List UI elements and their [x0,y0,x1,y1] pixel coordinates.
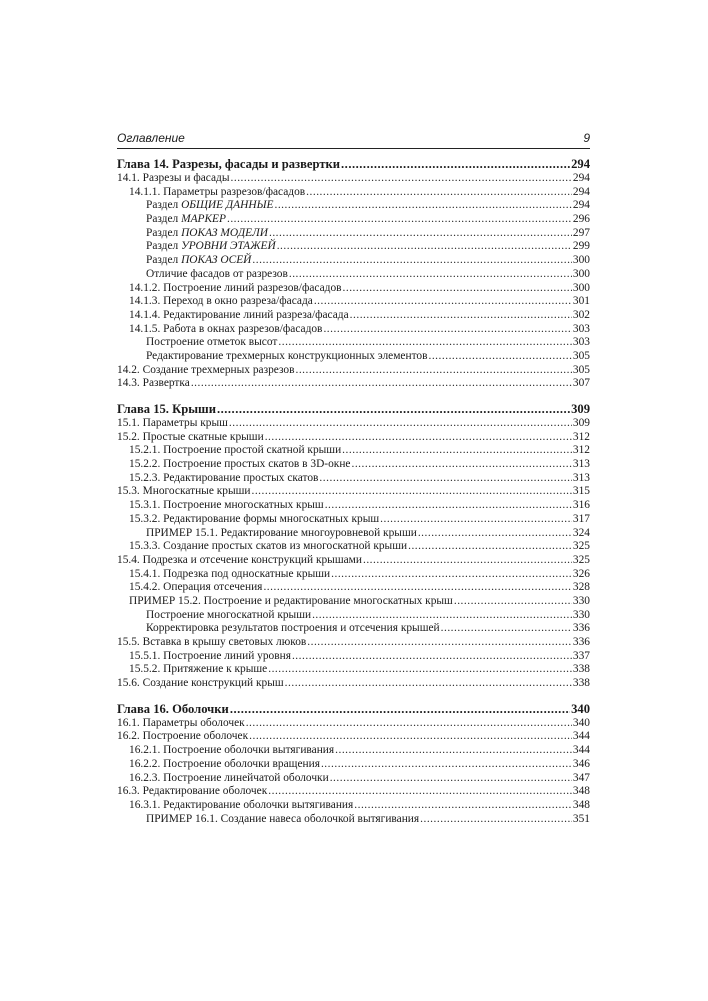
toc-entry-page: 294 [572,172,590,184]
toc-entry-title [117,417,228,431]
toc-chapter-entry [117,701,590,717]
toc-entry-text: Корректировка результатов построения и отсечения крышей [146,622,440,635]
toc-entry-title [146,622,440,636]
dot-leader [278,336,572,350]
toc-entry [117,663,590,677]
dot-leader [274,199,571,213]
toc-entry-page: 294 [572,199,590,212]
toc-entry [117,772,590,786]
toc-entry-title [146,240,276,254]
toc-entry-page: 312 [572,444,590,457]
toc-entry-page: 328 [572,581,590,594]
dot-leader [268,663,572,677]
toc-entry-title [146,268,288,282]
dot-leader [306,186,572,200]
toc-entry [117,581,590,595]
toc-chapter-entry [117,156,590,172]
toc-entry-page: 309 [571,402,590,416]
toc-entry [117,813,590,827]
toc-entry [117,527,590,541]
toc-entry-title [129,758,320,772]
toc-entry-page: 346 [572,757,590,770]
toc-entry-page: 344 [572,730,590,743]
toc-entry [117,799,590,813]
dot-leader [341,156,570,172]
toc-entry [117,350,590,364]
toc-entry-title [117,485,250,499]
toc-entry-text: 16.3.1. Редактирование оболочки вытягивания [129,798,354,811]
toc-entry-page: 305 [572,363,590,376]
toc-entry [117,499,590,513]
dot-leader [246,717,572,731]
toc-entry-italic-text: ПОКАЗ МОДЕЛИ [181,226,268,239]
toc-entry-text: 15.3.3. Создание простых скатов из многоскатной крыши [129,540,408,553]
toc-entry-title [146,336,277,350]
header-page-number: 9 [583,131,590,145]
toc-entry-page: 347 [572,771,590,784]
toc-entry-page: 348 [572,798,590,811]
dot-leader [343,282,572,296]
dot-leader [217,401,570,417]
toc-entry [117,677,590,691]
toc-entry-text: 15.3.2. Редактирование формы многоскатных крыш [129,512,380,525]
dot-leader [292,650,572,664]
toc-entry-page: 297 [572,226,590,239]
toc-entry-title [117,431,264,445]
toc-entry-page: 313 [572,471,590,484]
toc-entry-page: 294 [571,157,590,171]
toc-entry [117,323,590,337]
toc-entry-title [146,213,226,227]
dot-leader [314,295,572,309]
toc-entry [117,444,590,458]
toc-entry-page: 315 [572,485,590,498]
toc-entry-title [117,172,230,186]
toc-entry-text: 14.1.3. Переход в окно разреза/фасада [129,295,313,308]
toc-entry-text: ПРИМЕР 16.1. Создание навеса оболочкой вытягивания [146,812,420,825]
toc-entry [117,172,590,186]
toc-entry-title [129,458,350,472]
toc-entry-title [117,377,190,391]
toc-entry-title [117,785,267,799]
toc-entry-italic-text: МАРКЕР [181,213,226,226]
toc-entry [117,650,590,664]
toc-entry-text: Редактирование трехмерных конструкционных элементов [146,349,428,362]
toc-entry-text: Отличие фасадов от разрезов [146,267,288,280]
dot-leader [263,581,571,595]
toc-entry-page: 325 [572,553,590,566]
toc-entry-text: 16.2.2. Построение оболочки вращения [129,757,320,770]
toc-entry-text: 15.2.2. Построение простых скатов в 3D-окне [129,458,351,471]
toc-entry-title [129,772,329,786]
toc-entry-text: Глава 16. Оболочки [117,701,229,716]
toc-entry-page: 309 [572,417,590,429]
toc-entry [117,431,590,445]
dot-leader [230,701,570,717]
toc-entry-italic-text: УРОВНИ ЭТАЖЕЙ [181,240,276,253]
toc-entry [117,785,590,799]
toc-entry-text: Раздел [146,213,182,226]
toc-entry-title [117,701,229,717]
toc-entry [117,458,590,472]
dot-leader [363,554,572,568]
toc-entry-text: 15.4. Подрезка и отсечение конструкций крышами [117,553,362,566]
toc-entry-page: 296 [572,213,590,226]
toc-entry [117,540,590,554]
dot-leader [191,377,572,391]
dot-leader [231,172,572,186]
toc-entry-title [129,744,334,758]
toc-entry-page: 305 [572,349,590,362]
toc-entry-text: Раздел [146,254,182,267]
dot-leader [441,622,572,636]
toc-entry [117,636,590,650]
toc-entry-page: 294 [572,185,590,198]
toc-entry-title [117,717,245,731]
toc-entry [117,717,590,731]
toc-entry [117,364,590,378]
toc-entry [117,268,590,282]
toc-entry [117,595,590,609]
toc-entry-title [129,282,342,296]
toc-entry-title [146,350,427,364]
toc-entry-page: 344 [572,744,590,757]
toc-entry [117,227,590,241]
toc-entry-text: 14.1.4. Редактирование линий разреза/фасада [129,308,349,321]
toc-entry-text: 15.5.2. Притяжение к крыше [129,663,268,676]
toc-entry-text: Раздел [146,240,182,253]
toc-entry-page: 336 [572,636,590,648]
toc-entry-text: 16.2.1. Построение оболочки вытягивания [129,744,335,757]
dot-leader [269,227,572,241]
header-divider [117,148,590,149]
toc-entry-text: 15.6. Создание конструкций крыш [117,677,284,690]
toc-entry-text: 15.4.2. Операция отсечения [129,581,263,594]
dot-leader [307,636,572,650]
dot-leader [321,758,572,772]
toc-entry-italic-text: ПОКАЗ ОСЕЙ [181,254,252,267]
dot-leader [289,268,572,282]
dot-leader [351,458,571,472]
dot-leader [335,744,572,758]
toc-entry-text: 15.3. Многоскатные крыши [117,485,251,498]
toc-entry [117,213,590,227]
toc-entry-page: 317 [572,512,590,525]
dot-leader [312,609,572,623]
toc-entry [117,295,590,309]
dot-leader [420,813,572,827]
toc-entry-page: 303 [572,336,590,349]
toc-entry-title [129,186,305,200]
toc-entry-page: 300 [572,267,590,280]
dot-leader [428,350,571,364]
dot-leader [350,309,572,323]
dot-leader [229,417,572,431]
toc-entry-title [129,444,341,458]
toc-entry-text: 16.2.3. Построение линейчатой оболочки [129,771,329,784]
toc-entry-title [117,554,362,568]
toc-entry-page: 316 [572,499,590,512]
toc-entry [117,377,590,391]
toc-entry-title [117,677,284,691]
dot-leader [354,799,572,813]
dot-leader [331,568,572,582]
toc-entry [117,554,590,568]
toc-entry [117,609,590,623]
toc-entry-title [129,540,407,554]
toc-entry-text: 15.2. Простые скатные крыши [117,430,264,443]
toc-entry-text: ПРИМЕР 15.1. Редактирование многоуровневой крыши [146,526,417,539]
toc-entry [117,744,590,758]
toc-entry-text: 16.2. Построение оболочек [117,730,249,743]
toc-entry-text: Глава 14. Разрезы, фасады и развертки [117,157,341,171]
toc-entry [117,417,590,431]
toc-entry [117,758,590,772]
toc-entry [117,254,590,268]
toc-entry-text: ПРИМЕР 15.2. Построение и редактирование многоскатных крыш [129,594,453,607]
toc-entry-title [129,309,349,323]
toc-entry-title [129,295,313,309]
dot-leader [251,485,571,499]
toc-entry-text: 15.2.1. Построение простой скатной крыши [129,444,342,457]
dot-leader [265,431,572,445]
toc-entry [117,568,590,582]
dot-leader [323,323,571,337]
dot-leader [295,364,571,378]
toc-entry-text: 14.3. Развертка [117,377,190,390]
toc-entry-title [129,663,267,677]
toc-entry-text: 14.1.1. Параметры разрезов/фасадов [129,185,306,198]
toc-chapter-entry [117,401,590,417]
toc-entry-title [129,323,322,337]
toc-entry-page: 312 [572,430,590,443]
toc-entry-text: 14.1.5. Работа в окнах разрезов/фасадов [129,322,323,335]
toc-entry-page: 330 [572,594,590,607]
dot-leader [319,472,571,486]
dot-leader [227,213,572,227]
toc-entry-text: 14.2. Создание трехмерных разрезов [117,363,295,376]
toc-entry-page: 300 [572,254,590,267]
toc-entry-text: 15.2.3. Редактирование простых скатов [129,471,319,484]
dot-leader [330,772,572,786]
toc-entry-title [117,401,216,417]
toc-entry-page: 340 [572,716,590,729]
toc-entry-title [117,730,248,744]
toc-entry-text: 16.3. Редактирование оболочек [117,785,268,798]
toc-entry-title [129,472,318,486]
toc-entry-text: Раздел [146,226,182,239]
toc-entry-page: 336 [572,622,590,635]
toc-entry-title [117,636,306,650]
running-header [117,129,590,147]
dot-leader [380,513,572,527]
toc-entry-text: 15.5.1. Построение линий уровня [129,649,291,662]
dot-leader [408,540,572,554]
toc-entry-page: 325 [572,540,590,553]
toc-entry [117,309,590,323]
toc-entry-text: Построение отметок высот [146,336,278,349]
toc-entry [117,485,590,499]
toc-entry-page: 302 [572,308,590,321]
toc-entry [117,199,590,213]
toc-entry-page: 337 [572,649,590,662]
dot-leader [249,730,572,744]
toc-entry-page: 340 [571,701,590,716]
toc-entry-title [146,609,311,623]
toc-entry-page: 303 [572,322,590,335]
toc-entry-title [146,527,417,541]
dot-leader [454,595,572,609]
header-title: Оглавление [117,131,185,145]
toc-entry [117,513,590,527]
toc-entry-page: 299 [572,240,590,253]
toc-entry [117,240,590,254]
toc-entry-page: 338 [572,663,590,676]
toc-entry-title [146,813,419,827]
toc-entry [117,730,590,744]
toc-entry [117,186,590,200]
toc-entry-title [117,364,294,378]
toc-entry [117,282,590,296]
toc-entry-text: 15.1. Параметры крыш [117,417,228,429]
toc-entry-title [117,156,340,172]
toc-entry-page: 326 [572,567,590,580]
toc-entry-page: 338 [572,677,590,690]
toc-entry [117,622,590,636]
toc-entry-text: 14.1. Разрезы и фасады [117,172,230,184]
toc-entry-text: 14.1.2. Построение линий разрезов/фасадов [129,281,342,294]
toc-entry-text: 15.3.1. Построение многоскатных крыш [129,499,324,512]
toc-entry-page: 351 [572,812,590,825]
toc-entry-italic-text: ОБЩИЕ ДАННЫЕ [181,199,274,212]
toc-entry-page: 330 [572,608,590,621]
toc-entry-page: 348 [572,785,590,798]
toc-entry [117,336,590,350]
toc-entry-text: 16.1. Параметры оболочек [117,716,245,729]
dot-leader [418,527,572,541]
toc-entry-page: 300 [572,281,590,294]
dot-leader [325,499,572,513]
toc-entry-title [129,513,379,527]
toc-entry-text: Глава 15. Крыши [117,402,216,416]
toc-entry-text: Построение многоскатной крыши [146,608,312,621]
toc-entry-page: 324 [572,526,590,539]
toc-entry-page: 313 [572,458,590,471]
dot-leader [285,677,572,691]
toc-entry-title [146,227,268,241]
toc-entry-page: 307 [572,377,590,390]
toc-entry [117,472,590,486]
toc-entry-page: 301 [572,295,590,308]
dot-leader [268,785,572,799]
toc-entry-title [129,568,330,582]
toc-entry-title [129,499,324,513]
table-of-contents [117,156,590,826]
toc-entry-title [129,650,291,664]
dot-leader [342,444,572,458]
toc-entry-title [146,254,251,268]
toc-entry-title [146,199,273,213]
toc-entry-title [129,581,262,595]
toc-entry-text: 15.4.1. Подрезка под односкатные крыши [129,567,331,580]
dot-leader [252,254,572,268]
dot-leader [277,240,572,254]
toc-entry-text: 15.5. Вставка в крышу световых люков [117,636,307,648]
toc-entry-title [129,595,453,609]
toc-entry-title [129,799,353,813]
toc-entry-text: Раздел [146,199,182,212]
